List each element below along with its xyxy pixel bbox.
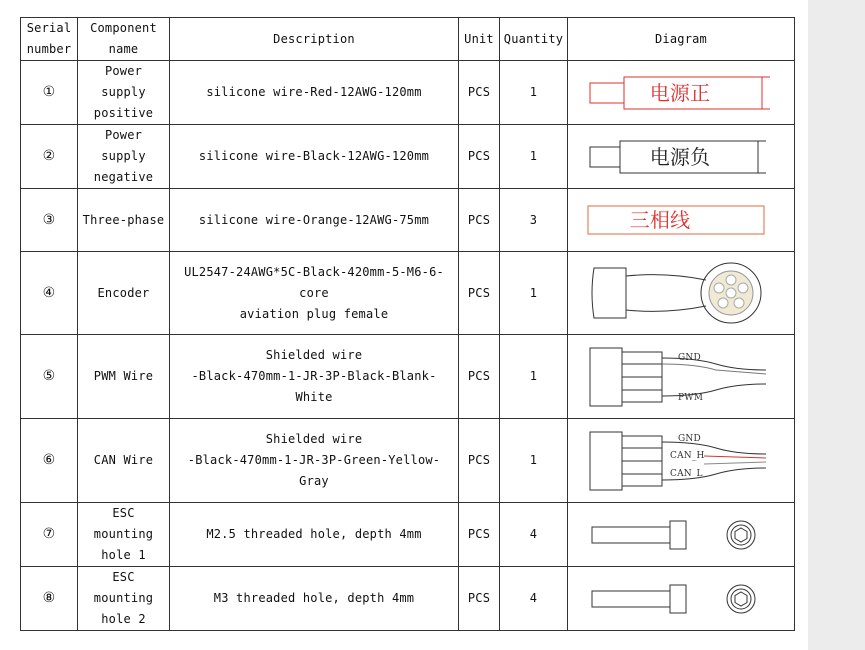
pin-label-pwm: PWM xyxy=(678,392,704,403)
header-quantity: Quantity xyxy=(500,18,568,61)
black-wire-diagram xyxy=(586,139,776,175)
header-unit: Unit xyxy=(459,18,500,61)
quantity-cell: 3 xyxy=(500,189,568,252)
table-row xyxy=(21,61,795,125)
wire-label: 电源负 xyxy=(649,144,711,169)
serial-cell: ② xyxy=(21,125,78,189)
red-wire-diagram xyxy=(586,75,776,111)
unit-cell: PCS xyxy=(459,503,500,567)
diagram-cell xyxy=(568,335,795,419)
table-row xyxy=(21,252,795,335)
pin-label-gnd: GND xyxy=(678,352,701,363)
can-connector-diagram xyxy=(586,426,776,496)
table-row xyxy=(21,419,795,503)
diagram-cell xyxy=(568,61,795,125)
quantity-cell: 4 xyxy=(500,567,568,631)
table-header-row xyxy=(21,18,795,61)
table-row xyxy=(21,567,795,631)
serial-cell: ⑦ xyxy=(21,503,78,567)
table-row xyxy=(21,125,795,189)
orange-wire-diagram xyxy=(586,202,776,238)
diagram-cell xyxy=(568,252,795,335)
description-cell: M2.5 threaded hole, depth 4mm xyxy=(170,503,459,567)
quantity-cell: 1 xyxy=(500,252,568,335)
component-cell: Power supply positive xyxy=(78,61,170,125)
header-component: Component name xyxy=(78,18,170,61)
diagram-cell xyxy=(568,503,795,567)
wire-label: 电源正 xyxy=(649,80,711,105)
component-cell: Power supply negative xyxy=(78,125,170,189)
serial-cell: ⑥ xyxy=(21,419,78,503)
aviation-plug-diagram xyxy=(586,258,776,328)
unit-cell: PCS xyxy=(459,125,500,189)
wire-label: 三相线 xyxy=(629,208,691,232)
unit-cell: PCS xyxy=(459,252,500,335)
header-description: Description xyxy=(170,18,459,61)
pin-label-gnd: GND xyxy=(678,433,701,444)
component-cell: Encoder xyxy=(78,252,170,335)
description-cell: silicone wire-Red-12AWG-120mm xyxy=(170,61,459,125)
quantity-cell: 1 xyxy=(500,419,568,503)
screw-diagram xyxy=(586,579,776,619)
quantity-cell: 4 xyxy=(500,503,568,567)
quantity-cell: 1 xyxy=(500,335,568,419)
diagram-cell xyxy=(568,567,795,631)
quantity-cell: 1 xyxy=(500,61,568,125)
serial-cell: ⑧ xyxy=(21,567,78,631)
background-strip xyxy=(808,0,865,650)
component-table xyxy=(20,17,795,631)
screw-diagram xyxy=(586,515,776,555)
unit-cell: PCS xyxy=(459,335,500,419)
table-row xyxy=(21,189,795,252)
pin-label-can-l: CAN_L xyxy=(670,468,703,479)
quantity-cell: 1 xyxy=(500,125,568,189)
description-cell: UL2547-24AWG*5C-Black-420mm-5-M6-6-core aviation plug female xyxy=(170,252,459,335)
description-cell: silicone wire-Black-12AWG-120mm xyxy=(170,125,459,189)
pin-label-can-h: CAN_H xyxy=(670,450,705,461)
unit-cell: PCS xyxy=(459,567,500,631)
header-serial: Serial number xyxy=(21,18,78,61)
description-cell: silicone wire-Orange-12AWG-75mm xyxy=(170,189,459,252)
description-cell: Shielded wire -Black-470mm-1-JR-3P-Black-Blank-White xyxy=(170,335,459,419)
component-cell: PWM Wire xyxy=(78,335,170,419)
table-row xyxy=(21,503,795,567)
diagram-cell xyxy=(568,125,795,189)
component-cell: ESC mounting hole 2 xyxy=(78,567,170,631)
serial-cell: ⑤ xyxy=(21,335,78,419)
table-row xyxy=(21,335,795,419)
header-diagram: Diagram xyxy=(568,18,795,61)
serial-cell: ④ xyxy=(21,252,78,335)
unit-cell: PCS xyxy=(459,61,500,125)
description-cell: Shielded wire -Black-470mm-1-JR-3P-Green-Yellow-Gray xyxy=(170,419,459,503)
diagram-cell xyxy=(568,419,795,503)
pwm-connector-diagram xyxy=(586,342,776,412)
diagram-cell xyxy=(568,189,795,252)
serial-cell: ③ xyxy=(21,189,78,252)
component-cell: CAN Wire xyxy=(78,419,170,503)
unit-cell: PCS xyxy=(459,419,500,503)
component-cell: ESC mounting hole 1 xyxy=(78,503,170,567)
serial-cell: ① xyxy=(21,61,78,125)
description-cell: M3 threaded hole, depth 4mm xyxy=(170,567,459,631)
unit-cell: PCS xyxy=(459,189,500,252)
component-cell: Three-phase xyxy=(78,189,170,252)
component-table-container xyxy=(20,17,794,631)
